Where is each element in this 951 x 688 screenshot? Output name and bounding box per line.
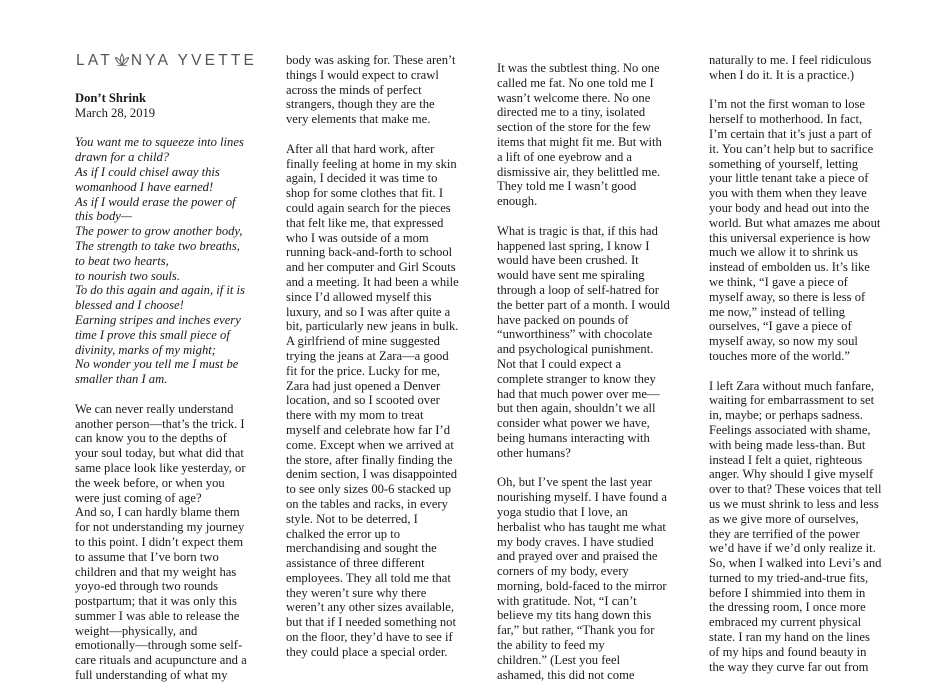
text-line: body was asking for. These aren’t	[286, 53, 456, 67]
paragraph-block	[286, 53, 459, 127]
text-line: As if I could chisel away this	[75, 164, 220, 179]
paragraph-block	[286, 142, 459, 660]
text-line: being humans interacting with	[497, 430, 650, 445]
text-line: your body and head out into the	[709, 200, 870, 215]
text-line: emotionally—through some self-	[75, 638, 243, 653]
text-line: bit, particularly new jeans in bulk.	[286, 319, 459, 334]
paragraph-block	[709, 53, 882, 83]
lotus-icon	[114, 53, 130, 67]
text-line: far,” but rather, “Thank you for	[497, 623, 655, 638]
text-line: blessed and I choose!	[75, 298, 184, 313]
text-line: embraced my current physical	[709, 615, 862, 630]
text-line: with gratitude. Not, “I can’t	[497, 593, 637, 608]
text-line: Zara had just opened a Denver	[286, 378, 441, 393]
text-line: style. Not to be deterred, I	[286, 511, 418, 526]
text-line: summer I was able to release the	[75, 608, 240, 623]
text-line: No wonder you tell me I must be	[75, 357, 239, 372]
text-line: it. You can’t help but to sacrifice	[709, 141, 874, 156]
text-line: enough.	[497, 194, 538, 209]
text-line: we think, “I gave a piece of	[709, 274, 848, 289]
text-line: your soul today, but what did that	[75, 446, 244, 461]
text-line: we’d have if we’d only realize it.	[709, 541, 876, 556]
text-line: I’m not the first woman to lose	[709, 97, 865, 112]
text-line: could again search for the pieces	[286, 200, 451, 215]
text-line: children.” (Lest you feel	[497, 652, 621, 667]
text-line: this body—	[75, 209, 133, 224]
text-line: So, when I walked into Levi’s and	[709, 556, 882, 571]
text-line: items that might fit me. But with	[497, 134, 662, 149]
text-line: employees. They all told me that	[286, 570, 451, 585]
text-line: assistance of three different	[286, 556, 425, 571]
text-line: to this point. I didn’t expect them	[75, 534, 244, 549]
text-line: world. But what amazes me about	[709, 215, 881, 230]
text-line: a lift of one eyebrow and a	[497, 149, 632, 164]
text-line: Earning stripes and inches every	[75, 312, 241, 327]
text-line: postpartum; that it was only this	[75, 594, 237, 609]
text-line: The strength to take two breaths,	[75, 238, 240, 253]
text-line: luxury, and so I was after quite a	[286, 304, 451, 319]
paragraph-block	[497, 224, 670, 461]
text-line: state. I ran my hand on the lines	[709, 630, 870, 645]
text-line: you with them when they leave	[709, 186, 867, 201]
text-line: drawn for a child?	[75, 150, 170, 165]
paragraph-block	[497, 475, 670, 682]
text-line: very elements that make me.	[286, 112, 431, 127]
logo-text-right: NYA YVETTE	[130, 52, 258, 69]
poem-block	[75, 135, 247, 387]
text-line: turned to my tried-and-true fits,	[709, 570, 869, 585]
text-line: myself away, so now my soul	[709, 334, 858, 349]
text-line: and a meeting. It had been a while	[286, 274, 459, 289]
text-line: smaller than I am.	[75, 372, 168, 387]
text-line: directed me to a tiny, isolated	[497, 105, 646, 120]
text-line: merchandising and sought the	[286, 541, 437, 556]
paragraph-block	[75, 402, 247, 683]
text-line: divinity, marks of my might;	[75, 342, 216, 357]
text-line: denim section, I was disappointed	[286, 467, 458, 482]
text-line: they could place a special order.	[286, 644, 448, 659]
text-line: to nourish two souls.	[75, 268, 180, 283]
text-line: herbalist who has taught me what	[497, 519, 666, 534]
article-column-3	[497, 61, 670, 682]
text-line: were just coming of age?	[75, 490, 202, 505]
text-line: Feelings associated with shame,	[709, 422, 871, 437]
text-line: for not understanding my journey	[75, 520, 245, 535]
text-line: that felt like me, that expressed	[286, 215, 444, 230]
article-column-2	[286, 53, 459, 660]
text-line: corners of my body, every	[497, 564, 629, 579]
text-line: womanhood I have earned!	[75, 179, 214, 194]
text-line: they are terrified of the power	[709, 526, 860, 541]
text-line: much we allow it to shrink us	[709, 245, 859, 260]
text-line: would have sent me spiraling	[497, 268, 645, 283]
text-line: finally feeling at home in my skin	[286, 156, 457, 171]
text-line: have packed on pounds of	[497, 312, 629, 327]
text-line: of my hips and found beauty in	[709, 644, 867, 659]
text-line: to beat two hearts,	[75, 253, 169, 268]
text-line: After all that hard work, after	[286, 141, 435, 156]
text-line: but that if I needed something not	[286, 615, 456, 630]
logo-text-left: LAT	[76, 52, 113, 69]
text-line: children and that my weight has	[75, 564, 237, 579]
text-line: to assume that I’ve born two	[75, 549, 219, 564]
text-line: instead I felt a quiet, righteous	[709, 452, 863, 467]
text-line: full understanding of what my	[75, 668, 228, 683]
text-line: location, and so I scooted over	[286, 393, 440, 408]
text-line: on the tables and racks, in every	[286, 496, 448, 511]
article-column-4	[709, 53, 882, 674]
text-line: called me fat. No one told me I	[497, 75, 654, 90]
text-line: The power to grow another body,	[75, 224, 243, 239]
text-line: something of yourself, letting	[709, 156, 859, 171]
paragraph-block	[709, 379, 882, 675]
text-line: things I would expect to crawl	[286, 67, 439, 82]
text-line: me now,” instead of telling	[709, 304, 845, 319]
site-logo[interactable]	[76, 52, 257, 70]
text-line: section of the store for the few	[497, 120, 651, 135]
text-line: your little tenant take a piece of	[709, 171, 869, 186]
text-line: complete stranger to know they	[497, 371, 656, 386]
text-line: when I do it. It is a practice.)	[709, 67, 855, 82]
text-line: “unworthiness” with chocolate	[497, 327, 653, 342]
text-line: It was the subtlest thing. No one	[497, 61, 660, 75]
text-line: And so, I can hardly blame them	[75, 505, 240, 520]
post-title: Don’t Shrink	[75, 91, 147, 105]
text-line: dismissive air, they belittled me.	[497, 164, 661, 179]
text-line: fit for the price. Lucky for me,	[286, 363, 440, 378]
text-line: the way they curve far out from	[709, 659, 869, 674]
text-line: happened last spring, I know I	[497, 238, 650, 253]
text-line: same place look like yesterday, or	[75, 460, 246, 475]
text-line: over to that? These voices that tell	[709, 482, 882, 497]
text-line: weren’t any other sizes available,	[286, 600, 454, 615]
text-line: myself away, so there is less of	[709, 289, 866, 304]
text-line: A girlfriend of mine suggested	[286, 334, 440, 349]
text-line: had that much power over me—	[497, 386, 660, 401]
text-line: yoga studio that I love, an	[497, 504, 628, 519]
text-line: time I prove this small piece of	[75, 327, 230, 342]
text-line: I left Zara without much fanfare,	[709, 378, 875, 393]
text-line: They told me I wasn’t good	[497, 179, 637, 194]
text-line: other humans?	[497, 445, 571, 460]
text-line: care rituals and acupuncture and a	[75, 653, 247, 668]
text-line: the better part of a month. I would	[497, 297, 670, 312]
text-line: consider what power we have,	[497, 416, 650, 431]
text-line: in, maybe; or perhaps sadness.	[709, 408, 863, 423]
text-line: As if I would erase the power of	[75, 194, 236, 209]
text-line: naturally to me. I feel ridiculous	[709, 53, 872, 67]
text-line: ourselves, “I gave a piece of	[709, 319, 852, 334]
text-line: across the minds of perfect	[286, 82, 422, 97]
text-line: You want me to squeeze into lines	[75, 135, 244, 150]
text-line: on the floor, they’d have to see if	[286, 630, 453, 645]
text-line: another person—that’s the trick. I	[75, 416, 245, 431]
text-line: but then again, shouldn’t we all	[497, 401, 656, 416]
text-line: who I was outside of a mom	[286, 230, 429, 245]
text-line: shop for some clothes that fit. I	[286, 186, 444, 201]
text-line: this universal experience is how	[709, 230, 871, 245]
text-line: anger. Why should I give myself	[709, 467, 874, 482]
text-line: there with my mom to treat	[286, 408, 424, 423]
text-line: running back-and-forth to school	[286, 245, 453, 260]
text-line: yoyo-ed through two rounds	[75, 579, 219, 594]
text-line: and psychological punishment.	[497, 342, 654, 357]
text-line: I’m certain that it’s just a part of	[709, 126, 872, 141]
text-line: What is tragic is that, if this had	[497, 223, 658, 238]
text-line: nourishing myself. I have found a	[497, 490, 667, 505]
text-line: the store, after finally finding the	[286, 452, 453, 467]
text-line: herself to motherhood. In fact,	[709, 112, 863, 127]
text-line: would have been crushed. It	[497, 253, 639, 268]
post-date: March 28, 2019	[75, 105, 156, 120]
text-line: wasn’t welcome there. No one	[497, 90, 651, 105]
text-line: they weren’t sure why there	[286, 585, 427, 600]
text-line: us we must shrink to less and less	[709, 496, 879, 511]
text-line: since I’d allowed myself this	[286, 289, 432, 304]
text-line: To do this again and again, if it is	[75, 283, 245, 298]
text-line: through a loop of self-hatred for	[497, 282, 659, 297]
text-line: can know you to the depths of	[75, 431, 227, 446]
text-line: my body craves. I have studied	[497, 534, 654, 549]
text-line: strangers, though they are the	[286, 97, 435, 112]
text-line: morning, bold-faced to the mirror	[497, 578, 667, 593]
text-line: and her computer and Girl Scouts	[286, 260, 456, 275]
text-line: as we give more of ourselves,	[709, 511, 859, 526]
text-line: Not that I could expect a	[497, 356, 622, 371]
text-line: touches more of the world.”	[709, 348, 850, 363]
text-line: to see only sizes 00-6 stacked up	[286, 482, 452, 497]
text-line: again, I decided it was time to	[286, 171, 438, 186]
text-line: Oh, but I’ve spent the last year	[497, 475, 652, 490]
text-line: myself and celebrate how far I’d	[286, 422, 450, 437]
text-line: ashamed, this did not come	[497, 667, 635, 682]
paragraph-block	[497, 61, 670, 209]
text-line: waiting for embarrassment to set	[709, 393, 875, 408]
text-line: come. Except when we arrived at	[286, 437, 454, 452]
text-line: and prayed over and praised the	[497, 549, 658, 564]
text-line: believe my tits hang down this	[497, 608, 652, 623]
text-line: instead of embolden us. It’s like	[709, 260, 870, 275]
article-column-1	[75, 91, 247, 683]
text-line: before I shimmied into them in	[709, 585, 866, 600]
text-line: chalked the error up to	[286, 526, 400, 541]
text-line: with being made less-than. But	[709, 437, 866, 452]
text-line: the week before, or when you	[75, 475, 225, 490]
text-line: trying the jeans at Zara—a good	[286, 348, 449, 363]
paragraph-block	[709, 97, 882, 363]
text-line: weight—physically, and	[75, 623, 198, 638]
text-line: the dressing room, I once more	[709, 600, 866, 615]
text-line: the ability to feed my	[497, 638, 605, 653]
text-line: We can never really understand	[75, 401, 234, 416]
